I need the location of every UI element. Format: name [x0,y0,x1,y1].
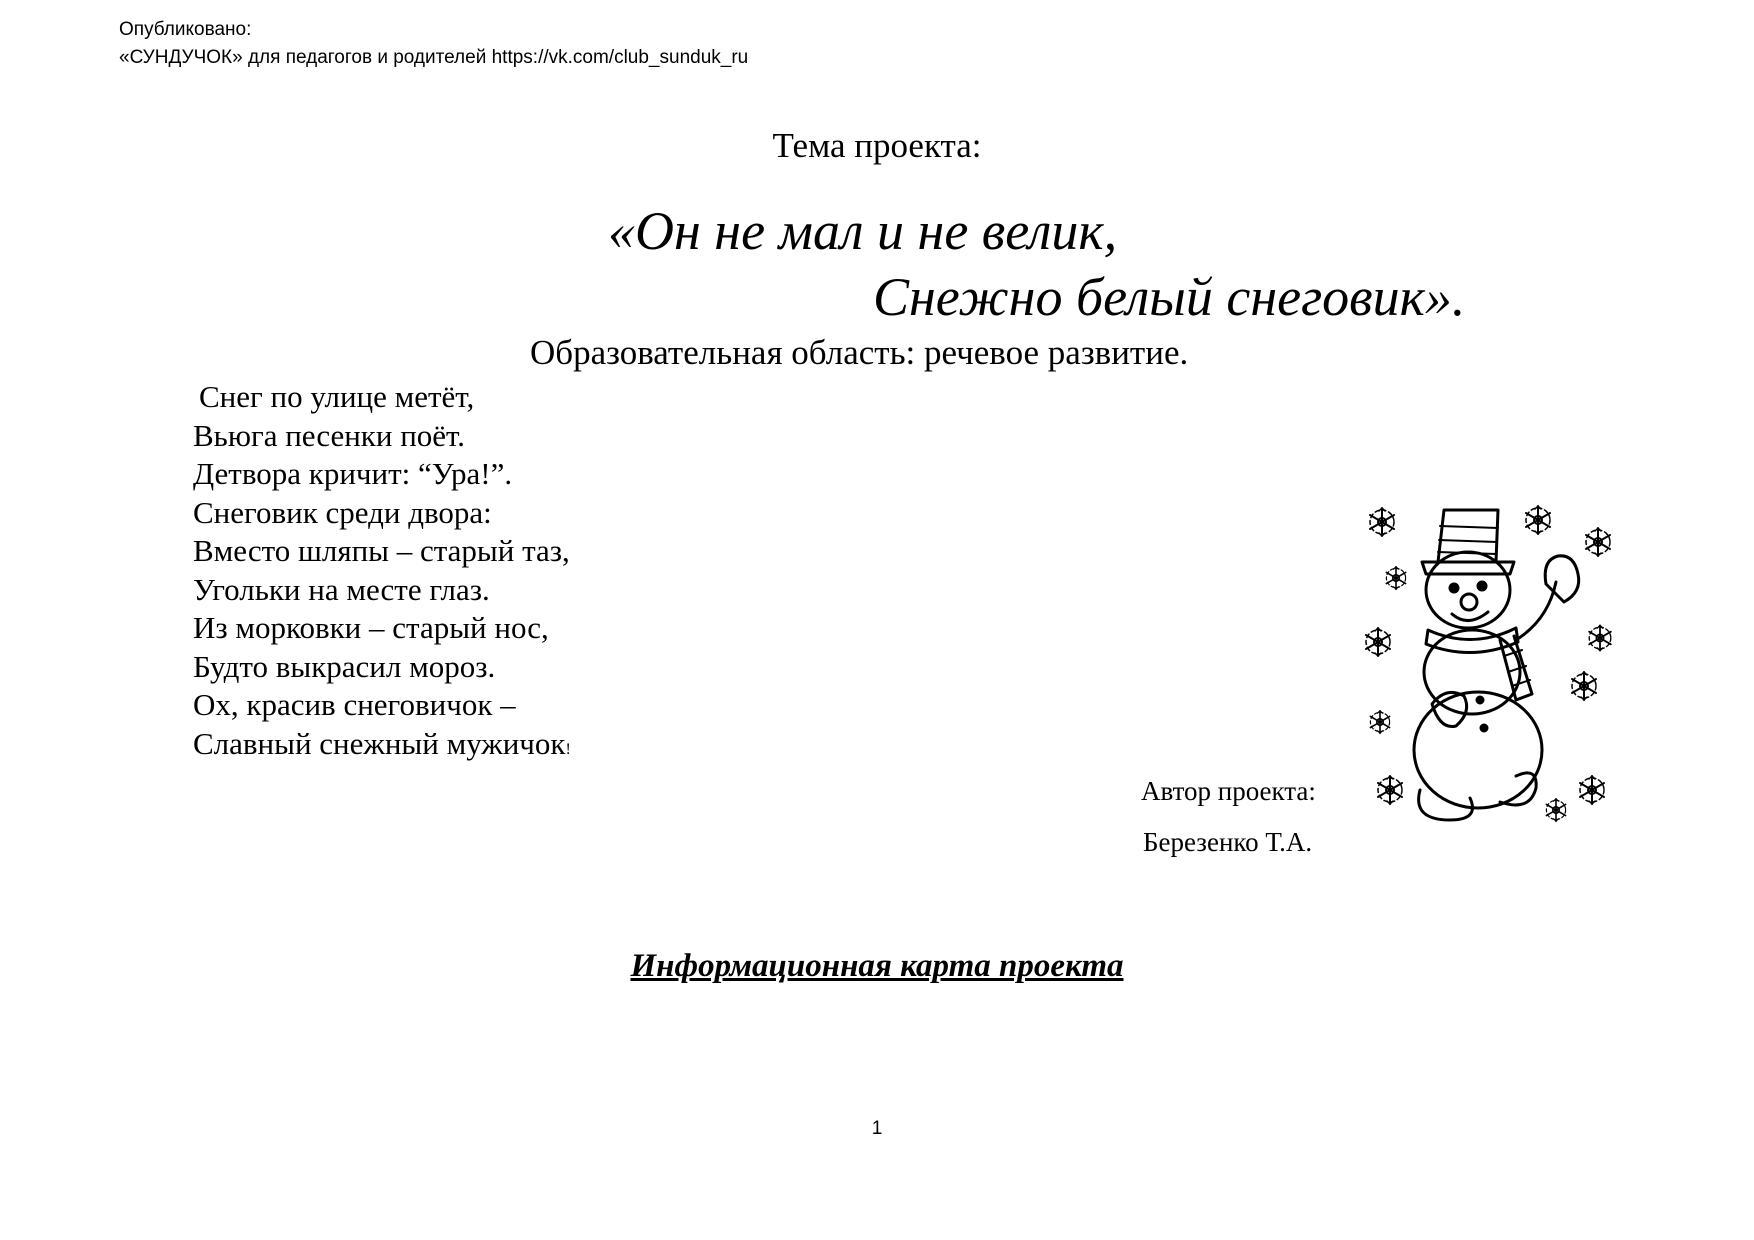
snowflake-icon [1586,528,1610,556]
info-card-title: Информационная карта проекта [630,948,1124,984]
snowflake-icon [1580,776,1604,804]
poem-line: Снег по улице метёт, [199,379,475,414]
poem-line: Из морковки – старый нос, [193,610,549,645]
project-theme-label: Тема проекта: [772,126,982,165]
snowflake-icon [1366,628,1390,656]
page-number: 1 [871,1118,883,1139]
snowflake-icon [1370,508,1394,536]
project-title-line-2: Снежно белый снеговик». [873,267,1466,327]
snowflake-icon [1526,506,1550,534]
poem-last-text: Славный снежный мужичок [193,725,566,761]
poem-line-last [193,725,571,770]
publisher-line: «СУНДУЧОК» для педагогов и родителей https://vk.com/club_sunduk_ru [119,47,749,68]
poem-line: Снеговик среди двора: [193,494,492,530]
poem-line: Детвора кричит: “Ура!”. [193,456,513,491]
snowflake-icon [1386,567,1405,589]
educational-area: Образовательная область: речевое развитие. [530,333,1189,372]
published-label: Опубликовано: [119,19,252,40]
snowflake-icon [1572,672,1596,700]
poem-last-mark: ! [565,740,571,758]
snowflake-icon [1546,799,1565,821]
publication-header [119,16,748,72]
snowflake-icon [1589,625,1611,650]
poem-line: Угольки на месте глаз. [193,571,490,607]
author-name: Березенко Т.А. [1143,827,1313,857]
poem-line: Будто выкрасил мороз. [193,648,496,684]
author-label: Автор проекта: [1141,776,1316,806]
snowman-illustration-icon [1360,490,1620,830]
project-title-line-1: «Он не мал и не велик, [608,201,1118,261]
snowflake-icon [1370,711,1389,733]
poem [193,378,571,769]
poem-line: Ох, красив снеговичок – [193,687,516,722]
snowflake-icon [1378,776,1402,804]
poem-line: Вьюга песенки поёт. [193,417,466,453]
poem-line: Вместо шляпы – старый таз, [193,533,570,568]
